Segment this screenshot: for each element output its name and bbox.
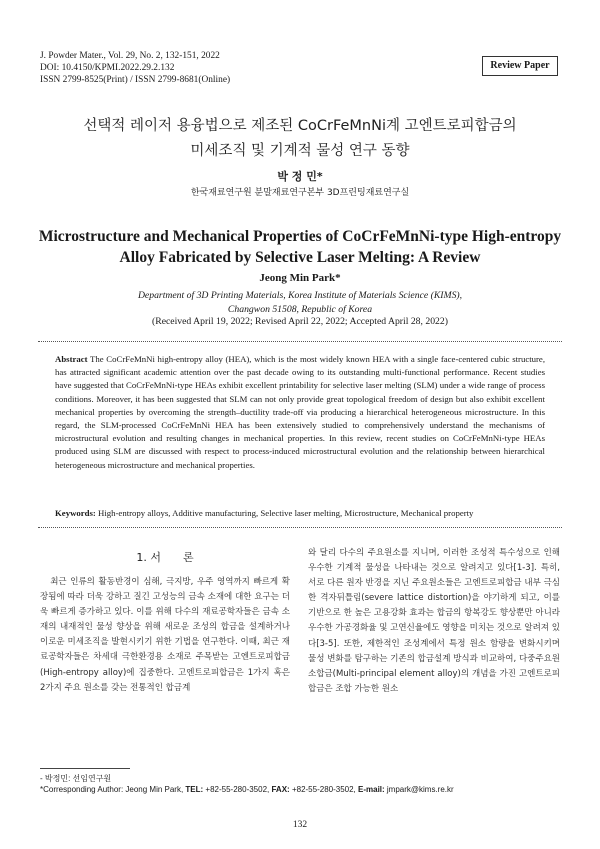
english-title-line1: Microstructure and Mechanical Properties of CoCrFeMnNi-type High-entropy <box>38 228 562 245</box>
article-type-badge: Review Paper <box>482 56 558 76</box>
email-label: E-mail: <box>358 785 385 794</box>
abstract <box>55 353 545 472</box>
email-value[interactable]: jmpark@kims.re.kr <box>384 785 454 794</box>
tel-label: TEL: <box>185 785 204 794</box>
fax-label: FAX: <box>271 785 290 794</box>
affiliation-line1: Department of 3D Printing Materials, Korea Institute of Materials Science (KIMS), <box>137 290 463 301</box>
journal-citation: J. Powder Mater., Vol. 29, No. 2, 132-151, 2022 <box>40 51 220 61</box>
section-heading-introduction: 1. 서 론 <box>136 551 194 564</box>
doi[interactable]: DOI: 10.4150/KPMI.2022.29.2.132 <box>40 63 175 73</box>
english-title <box>30 226 570 268</box>
korean-title-line1: 선택적 레이저 용융법으로 제조된 CoCrFeMnNi계 고엔트로피합금의 <box>83 118 517 134</box>
korean-author: 박 정 민* <box>277 170 323 183</box>
corr-prefix: *Corresponding Author: Jeong Min Park, <box>40 785 186 794</box>
body-column-left: 최근 인류의 활동반경이 심해, 극지방, 우주 영역까지 빠르게 확장됨에 따라 더욱 강하고 질긴 고성능의 금속 소재에 대한 요구는 더욱 빠르게 증가하고 있다. 이를 위해 다수의 재료공학자들은 금속 소재의 내재적인 물성 향상을 위해 새로운 조성의 합금을 설계하거나 이로운 미세조직을 발현시키기 위한 기법을 연구한다. 이때, 최근 재료공학자들은 차세대 극한환경용 소재로 주목받는 고엔트로피합금(High-entropy alloy)에 집중한다. 고엔트로피합금은 1가지 혹은 2가지 주요 원소를 갖는 전통적인 합금계 <box>40 577 290 693</box>
affiliation-line2: Changwon 51508, Republic of Korea <box>227 303 373 315</box>
body-column-right: 와 달리 다수의 주요원소를 지니며, 이러한 조성적 특수성으로 인해 우수한 기계적 물성을 나타내는 것으로 알려지고 있다[1-3]. 특히, 서로 다른 원자 반경을 지닌 주요원소들은 고엔트로피합금 내부 극심한 격자뒤틀림(severe lattice distortion)을 야기하게 되고, 이를 기반으로 한 높은 고용강화 효과는 합금의 항복강도 향상뿐만 아니라 우수한 가공경화율 및 고연신율에도 영향을 미치는 것으로 알려져 있다[3-5]. 또한, 제한적인 조성계에서 특정 원소 함량을 변화시키며 물성 변화를 탐구하는 기존의 합금설계 방식과 비교하여, 다중주요원소합금(Multi-principal element alloy)의 개념을 가진 고엔트로피합금은 조합 가능한 원소 <box>308 548 560 694</box>
abstract-label: Abstract <box>55 354 88 364</box>
keywords <box>55 507 545 520</box>
korean-title-line2: 미세조직 및 기계적 물성 연구 동향 <box>190 143 410 159</box>
english-title-line2: Alloy Fabricated by Selective Laser Melting: A Review <box>119 249 481 266</box>
issn: ISSN 2799-8525(Print) / ISSN 2799-8681(Online) <box>40 75 231 85</box>
page-number: 132 <box>292 820 308 830</box>
keywords-text: High-entropy alloys, Additive manufacturing, Selective laser melting, Microstructure, Mechanical property <box>98 508 474 518</box>
footnote-corresponding-author <box>40 784 454 795</box>
received-dates: (Received April 19, 2022; Revised April 22, 2022; Accepted April 28, 2022) <box>152 316 448 327</box>
keywords-label: Keywords: <box>55 508 96 518</box>
footnote-divider <box>40 768 130 769</box>
english-affiliation <box>0 289 600 316</box>
footnote-position: - 박정민: 선임연구원 <box>40 774 112 783</box>
tel-value: +82-55-280-3502, <box>203 785 272 794</box>
abstract-text: The CoCrFeMnNi high-entropy alloy (HEA), which is the most widely known HEA with a single face-centered cubic structure, has attracted significant academic attention over the past decade owing to its outstanding multi-functional performance. Recent studies have suggested that CoCrFeMnNi-type HEAs exhibit excellent printability for selective laser melting (SLM) under a wide range of process conditions. Moreover, it has been suggested that SLM can not only provide great topological freedom of design but also exhibit excellent mechanical properties by overcoming the strength–ductility trade-off via producing a hierarchical heterogeneous microstructure. In this regard, the SLM-processed CoCrFeMnNi HEA has been extensively studied to comprehensively understand the mechanisms of microstructural evolution and resulting changes in mechanical properties. In this review, recent studies on CoCrFeMnNi-type HEAs produced using SLM are discussed with respect to process-induced microstructural evolution and the relationship between hierarchical heterogeneous microstructure and mechanical properties. <box>55 354 546 470</box>
fax-value: +82-55-280-3502, <box>289 785 358 794</box>
korean-title <box>30 114 570 164</box>
abstract-top-divider <box>38 341 562 342</box>
abstract-bottom-divider <box>38 527 562 528</box>
korean-affiliation: 한국재료연구원 분말재료연구본부 3D프린팅재료연구실 <box>190 188 410 198</box>
english-author: Jeong Min Park* <box>259 272 341 284</box>
